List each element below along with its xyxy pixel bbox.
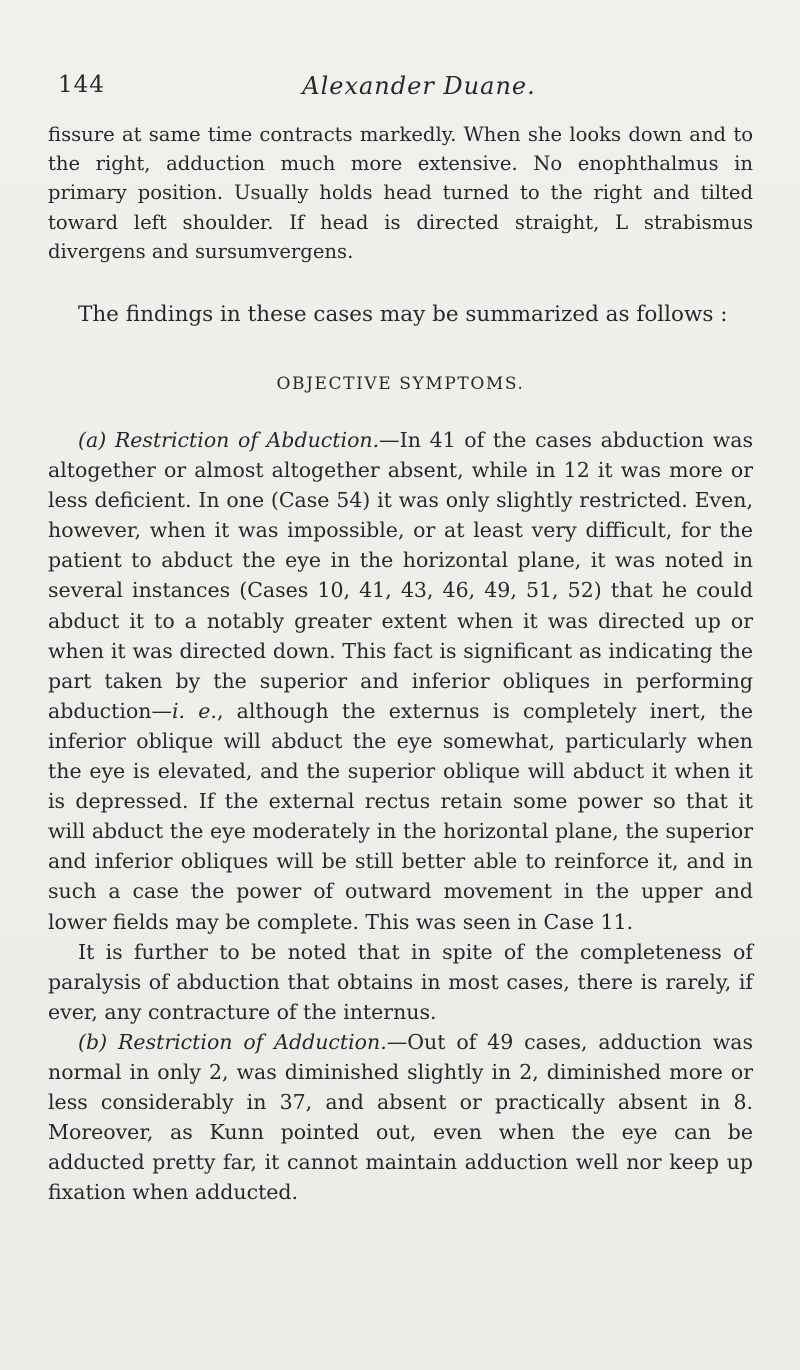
paragraph-label-title: Restriction of Abduction. bbox=[114, 428, 380, 452]
running-title: Alexander Duane. bbox=[302, 72, 536, 100]
paragraph-adduction bbox=[48, 1027, 753, 1208]
carryover-paragraph bbox=[48, 120, 753, 266]
section-heading: OBJECTIVE SYMPTOMS. bbox=[276, 374, 525, 394]
paragraph-text: —Out of 49 cases, adduction was normal in only 2, was diminished slightly in 2, diminished more or less considerably in 37, and absent or practically absent in 8. Moreover, as Kunn pointed out, even when the eye can be adducted pretty far, it cannot maintain adduction well nor keep up fixation when adducted. bbox=[48, 1029, 753, 1205]
paragraph-label-mark: (b) bbox=[78, 1029, 108, 1054]
paragraph-contracture: It is further to be noted that in spite of the completeness of paralysis of abduction that obtains in most cases, there is rarely, if ever, any contracture of the internus. bbox=[48, 939, 753, 1024]
running-head bbox=[48, 72, 750, 106]
italic-abbreviation: i. e. bbox=[172, 698, 217, 723]
paragraph-label-mark: (a) bbox=[78, 428, 107, 452]
summary-text: The findings in these cases may be summarized as follows : bbox=[78, 302, 728, 327]
paragraph-abduction bbox=[48, 425, 753, 937]
page-number: 144 bbox=[58, 72, 105, 98]
body-text bbox=[48, 425, 753, 1207]
paragraph-text-continued: , although the externus is completely inert, the inferior oblique will abduct the eye somewhat, particularly when the eye is elevated, and the superior oblique will abduct it when it is depressed. If the external rectus retain some power so that it will abduct the eye moderately in the horizontal plane, the superior and inferior obliques will be still better able to reinforce it, and in such a case the power of outward movement in the upper and lower fields may be complete. This was seen in Case 11. bbox=[48, 698, 753, 934]
carryover-text: fissure at same time contracts markedly. When she looks down and to the right, adduction much more extensive. No enophthalmus in primary position. Usually holds head turned to the right and tilted toward left shoulder. If head is directed straight, L strabismus divergens and sursumvergens. bbox=[48, 123, 753, 263]
paragraph-label-title: Restriction of Adduction. bbox=[118, 1029, 387, 1054]
paragraph-text: —In 41 of the cases abduction was altogether or almost altogether absent, while in 12 it was more or less deficient. In one (Case 54) it was only slightly restricted. Even, however, when it was impossible, or at least very difficult, for the patient to abduct the eye in the horizontal plane, it was noted in several instances (Cases 10, 41, 43, 46, 49, 51, 52) that he could abduct it to a notably greater extent when it was directed up or when it was directed down. This fact is significant as indicating the part taken by the superior and inferior obliques in performing abduction— bbox=[48, 428, 753, 723]
summary-paragraph bbox=[48, 300, 753, 330]
